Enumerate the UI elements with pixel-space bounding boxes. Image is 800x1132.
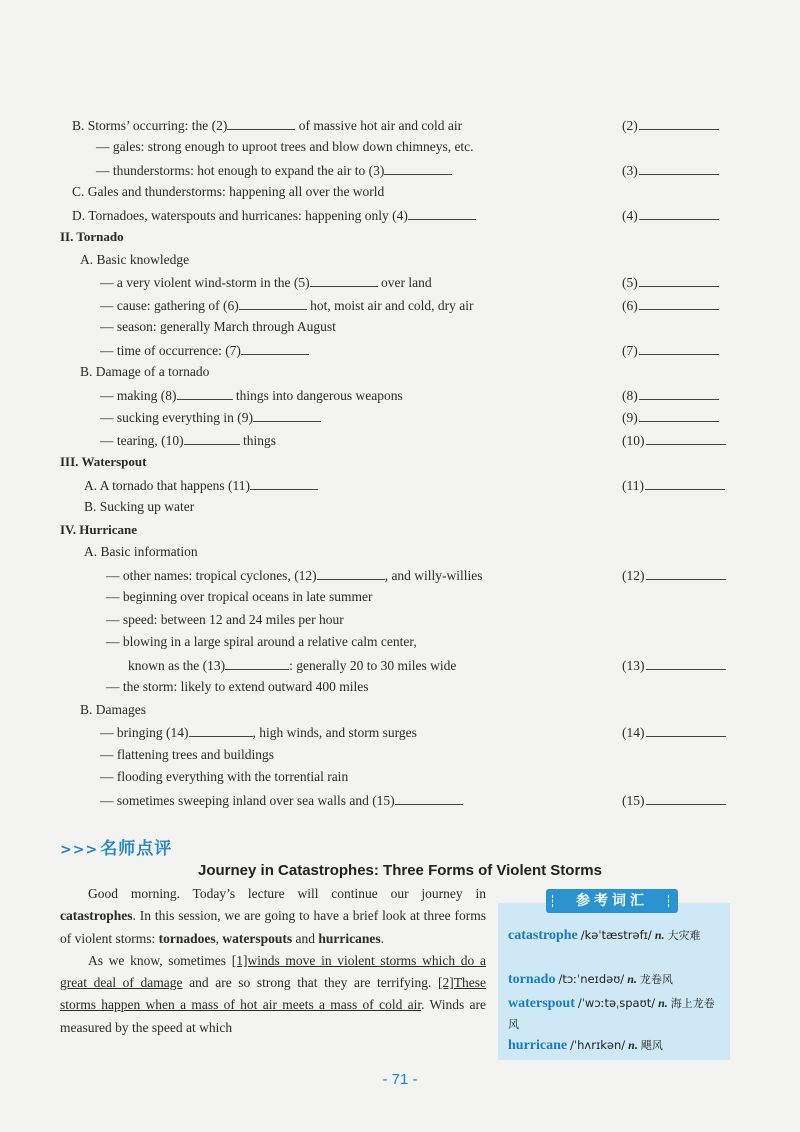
outline-row: [96, 161, 452, 180]
fill-in-blank[interactable]: [227, 116, 295, 130]
answer-number: (6): [622, 298, 638, 313]
answer-slot: [622, 273, 719, 292]
fill-in-blank[interactable]: [177, 386, 233, 400]
outline-row-text: — flattening trees and buildings: [100, 747, 274, 762]
vocab-pos: n.: [658, 996, 668, 1010]
answer-blank[interactable]: [639, 341, 719, 355]
outline-row-text: B. Sucking up water: [84, 499, 195, 514]
p1-text: and: [292, 930, 319, 946]
fill-in-blank[interactable]: [225, 656, 289, 670]
answer-number: (10): [622, 433, 645, 448]
outline-row: [106, 566, 483, 585]
vocab-meaning: 海上龙卷风: [508, 997, 715, 1031]
outline-row-text: of massive hot air and cold air: [295, 118, 463, 133]
outline-row-text: — beginning over tropical oceans in late summer: [106, 589, 373, 604]
outline-row: [106, 611, 344, 629]
outline-row-text: : generally 20 to 30 miles wide: [289, 658, 457, 673]
vocab-meaning: 飓风: [640, 1039, 663, 1052]
outline-row: [100, 746, 274, 764]
answer-blank[interactable]: [646, 431, 726, 445]
answer-blank[interactable]: [639, 386, 719, 400]
outline-row-text: — making (8): [100, 388, 177, 403]
p1-text: Good morning. Today’s lecture will continue our journey in: [88, 886, 486, 901]
answer-slot: [622, 566, 726, 585]
outline-row: [96, 138, 474, 156]
answer-slot: [622, 386, 719, 405]
vocab-word: hurricane: [508, 1038, 568, 1053]
fill-in-blank[interactable]: [189, 723, 253, 737]
lecture-text: [60, 883, 486, 1039]
banner-text: 名师点评: [100, 839, 173, 859]
answer-slot: [622, 656, 726, 675]
p2-text: As we know, sometimes: [88, 952, 232, 968]
paragraph-2: [60, 950, 486, 1039]
outline-row: [106, 588, 373, 606]
vocab-phonetic: /ˈhʌrɪkən/: [570, 1038, 626, 1052]
answer-slot: [622, 206, 719, 225]
answer-slot: [622, 791, 726, 810]
answer-number: (14): [622, 725, 645, 740]
p1-term-waterspouts: waterspouts: [222, 930, 293, 946]
p2-text: and are so strong that they are terrifying.: [182, 975, 439, 991]
answer-blank[interactable]: [639, 296, 719, 310]
page-number: - 71 -: [382, 1071, 418, 1088]
answer-number: (11): [622, 478, 644, 493]
outline-row: [100, 791, 463, 810]
vocabulary-heading: 参考词汇: [546, 889, 678, 913]
vocab-pos: n.: [627, 972, 637, 986]
outline-row: [84, 498, 194, 516]
outline-row: [100, 318, 336, 336]
outline-row: [100, 408, 321, 427]
underlined-sentence-1: [1]winds move in violent storms which do a great deal of damage: [60, 952, 486, 991]
vocab-entry: [508, 925, 724, 946]
answer-number: (4): [622, 208, 638, 223]
fill-in-blank[interactable]: [317, 566, 385, 580]
vocab-phonetic: /kəˈtæstrəfɪ/: [580, 928, 652, 942]
answer-slot: [622, 161, 719, 180]
answer-slot: [622, 116, 719, 135]
outline-row-text: — blowing in a large spiral around a relative calm center,: [106, 634, 417, 649]
outline-row-text: , high winds, and storm surges: [252, 725, 417, 740]
answer-slot: [622, 723, 726, 742]
outline-row: [106, 678, 368, 696]
answer-blank[interactable]: [639, 206, 719, 220]
answer-blank[interactable]: [646, 723, 726, 737]
outline-row-text: A. Basic knowledge: [80, 252, 190, 267]
outline-row-text: — tearing, (10): [100, 433, 184, 448]
outline-row: [106, 633, 417, 651]
outline-row-text: — other names: tropical cyclones, (12): [106, 568, 317, 583]
outline-row: [100, 273, 432, 292]
outline-row-text: over land: [377, 275, 432, 290]
answer-blank[interactable]: [646, 656, 726, 670]
vocabulary-box: [498, 893, 730, 1060]
vocab-phonetic: /ˈwɔːtəˌspaʊt/: [577, 996, 656, 1010]
outline-row: [128, 656, 456, 675]
outline-row-text: , and willy-willies: [384, 568, 483, 583]
fill-in-blank[interactable]: [239, 296, 307, 310]
outline-row-text: — sometimes sweeping inland over sea walls and (15): [100, 793, 395, 808]
answer-blank[interactable]: [646, 791, 726, 805]
outline-row-text: hot, moist air and cold, dry air: [306, 298, 474, 313]
outline-row: [80, 363, 209, 381]
answer-slot: [622, 341, 719, 360]
answer-number: (8): [622, 388, 638, 403]
section-banner: [60, 834, 172, 859]
outline-heading: III. Waterspout: [60, 454, 147, 469]
vocab-pos: n.: [628, 1038, 638, 1052]
p1-text: ,: [215, 930, 223, 946]
outline-row-text: — bringing (14): [100, 725, 189, 740]
answer-number: (5): [622, 275, 638, 290]
outline-row: [80, 251, 189, 269]
answer-number: (3): [622, 163, 638, 178]
lecture-title: Journey in Catastrophes: Three Forms of Violent Storms: [198, 862, 602, 879]
fill-in-blank[interactable]: [310, 273, 378, 287]
outline-row-text: B. Damage of a tornado: [80, 364, 210, 379]
outline-row-text: things into dangerous weapons: [232, 388, 403, 403]
vocab-word: waterspout: [508, 996, 575, 1011]
outline-row-text: B. Damages: [80, 702, 146, 717]
outline-row-text: — a very violent wind-storm in the (5): [100, 275, 310, 290]
vocab-entry: [508, 969, 724, 990]
outline-row-text: — season: generally March through August: [100, 319, 336, 334]
fill-in-blank[interactable]: [384, 161, 452, 175]
fill-in-blank[interactable]: [408, 206, 476, 220]
outline-row: [100, 386, 403, 405]
fill-in-blank[interactable]: [250, 476, 318, 490]
outline-row-text: A. Basic information: [84, 544, 198, 559]
answer-slot: [622, 476, 725, 495]
banner-arrows: >>>: [60, 842, 99, 858]
outline-row: [100, 296, 474, 315]
outline-row: [72, 183, 384, 201]
p2-text: . Winds are measured by the speed at which: [60, 997, 486, 1035]
vocab-word: tornado: [508, 972, 556, 987]
outline-row-text: D. Tornadoes, waterspouts and hurricanes: happening only (4): [72, 208, 408, 223]
answer-blank[interactable]: [639, 273, 719, 287]
outline-row-text: — thunderstorms: hot enough to expand the air to (3): [96, 163, 385, 178]
vocab-entry: [508, 993, 724, 1035]
vocab-word: catastrophe: [508, 928, 578, 943]
answer-blank[interactable]: [645, 476, 725, 490]
outline-row-text: A. A tornado that happens (11): [84, 478, 250, 493]
outline-heading: IV. Hurricane: [60, 522, 138, 537]
underlined-sentence-2: [2]These storms happen when a mass of hot air meets a mass of cold air: [60, 975, 487, 1013]
vocab-meaning: 大灾难: [667, 929, 701, 942]
vocab-entry: [508, 1035, 724, 1056]
fill-in-blank[interactable]: [241, 341, 309, 355]
answer-number: (12): [622, 568, 645, 583]
outline-row-text: things: [239, 433, 276, 448]
outline-row-text: C. Gales and thunderstorms: happening all over the world: [72, 184, 385, 199]
answer-number: (2): [622, 118, 638, 133]
p1-term-hurricanes: hurricanes: [318, 930, 381, 946]
outline-row-text: known as the (13): [128, 658, 226, 673]
answer-number: (7): [622, 343, 638, 358]
p1-text: . In this session, we are going to have a brief look at three forms of violent storms:: [60, 908, 486, 946]
outline-heading: II. Tornado: [60, 229, 124, 244]
answer-slot: [622, 431, 726, 450]
outline-row-text: B. Storms’ occurring: the (2): [72, 118, 228, 133]
vocab-meaning: 龙卷风: [639, 973, 673, 986]
outline-row: [80, 701, 146, 719]
outline-row: [72, 116, 462, 135]
vocab-phonetic: /tɔːˈneɪdəʊ/: [558, 972, 625, 986]
outline-row-text: — the storm: likely to extend outward 400 miles: [106, 679, 369, 694]
outline-row-text: — sucking everything in (9): [100, 410, 253, 425]
outline-row: [100, 723, 417, 742]
outline-row-text: — time of occurrence: (7): [100, 343, 241, 358]
answer-slot: [622, 296, 719, 315]
outline-row-text: — flooding everything with the torrential rain: [100, 769, 349, 784]
answer-number: (9): [622, 410, 638, 425]
vocab-pos: n.: [654, 928, 665, 942]
fill-in-blank[interactable]: [253, 408, 321, 422]
p1-term-tornadoes: tornadoes: [158, 930, 216, 946]
answer-blank[interactable]: [646, 566, 726, 580]
outline-row: [72, 206, 476, 225]
answer-blank[interactable]: [639, 408, 719, 422]
p1-term-catastrophes: catastrophes: [60, 908, 133, 924]
fill-in-blank[interactable]: [184, 431, 240, 445]
fill-in-blank[interactable]: [395, 791, 463, 805]
outline-row-text: — gales: strong enough to uproot trees and blow down chimneys, etc.: [96, 139, 474, 154]
paragraph-1: [60, 883, 486, 950]
outline-row: [84, 543, 198, 561]
outline-row: [100, 341, 309, 360]
answer-slot: [622, 408, 719, 427]
answer-blank[interactable]: [639, 116, 719, 130]
outline-row: [100, 768, 348, 786]
outline-row-text: — cause: gathering of (6): [100, 298, 239, 313]
outline-row: [100, 431, 276, 450]
outline-row: [84, 476, 318, 495]
answer-blank[interactable]: [639, 161, 719, 175]
outline-row-text: — speed: between 12 and 24 miles per hour: [106, 612, 344, 627]
answer-number: (15): [622, 793, 645, 808]
answer-number: (13): [622, 658, 645, 673]
p1-text: .: [380, 930, 384, 946]
